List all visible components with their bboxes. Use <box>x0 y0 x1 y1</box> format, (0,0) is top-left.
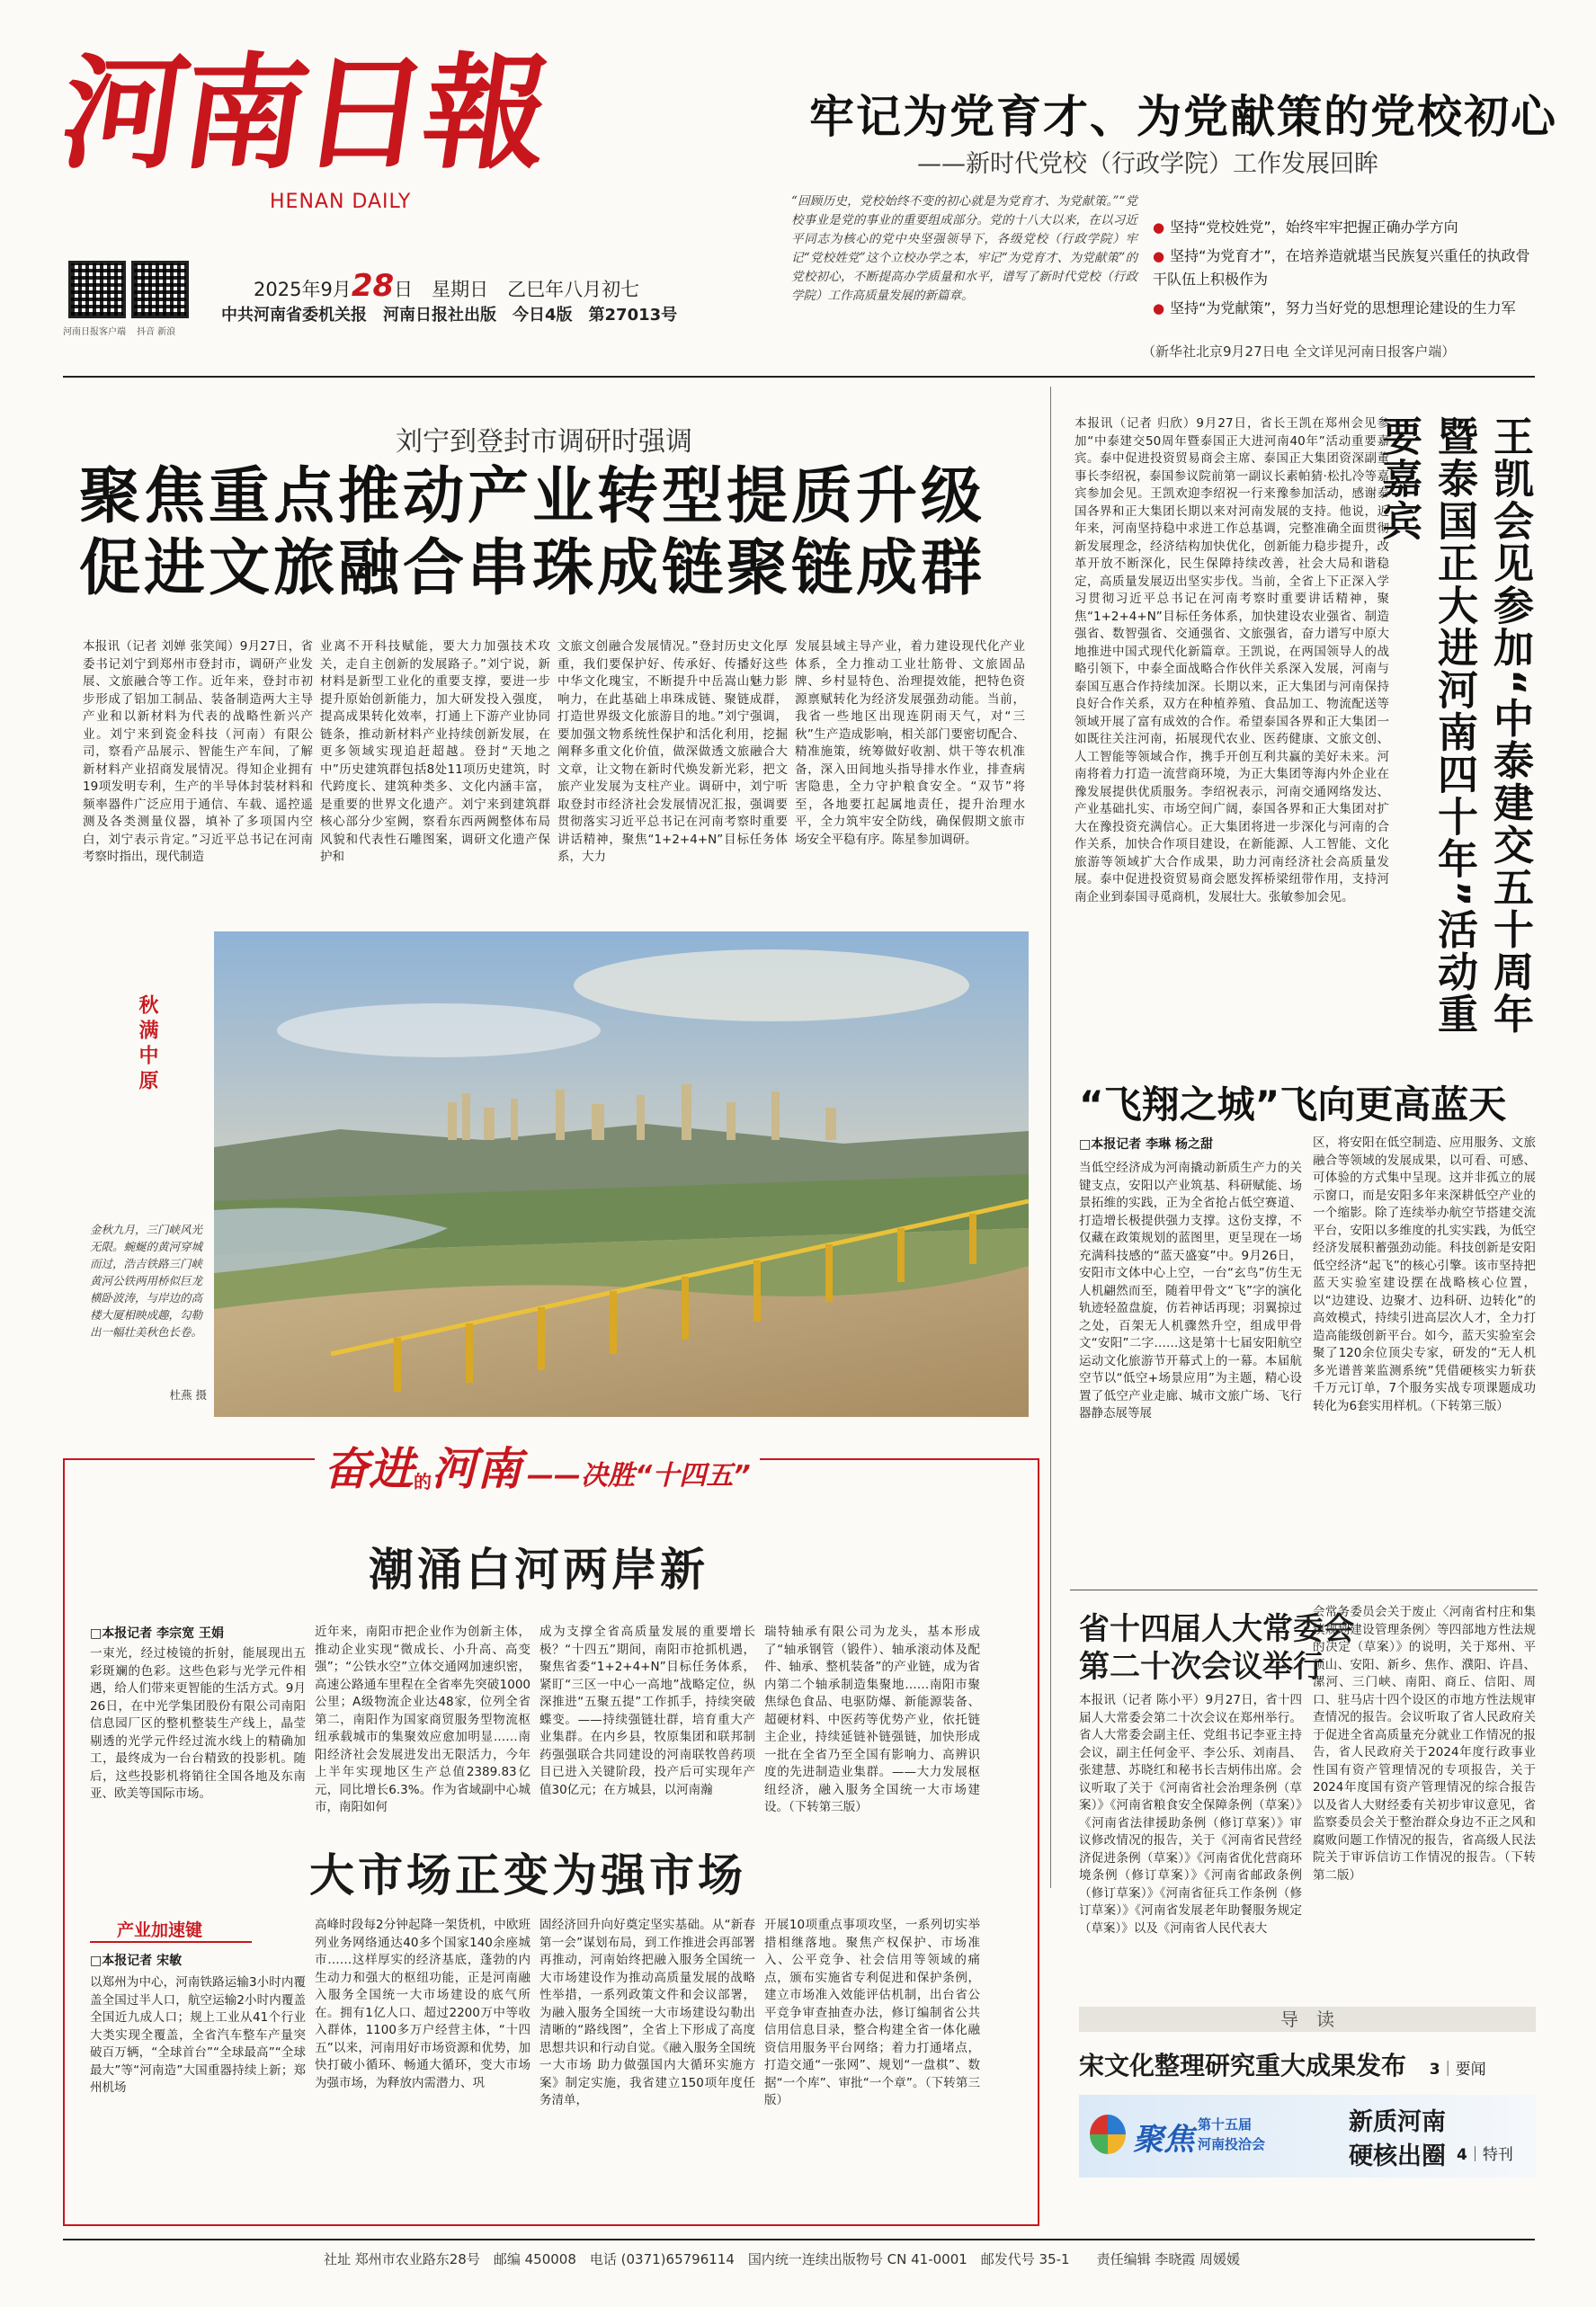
renda-headline-2: 第二十次会议举行 <box>1079 1649 1324 1685</box>
guide-item-2-line1: 新质河南 <box>1349 2108 1446 2136</box>
bullet-dot-icon: ● <box>1153 219 1165 236</box>
rightstory-headline: 王凯会见参加“中泰建交五十周年暨泰国正大进河南四十年”活动重要嘉宾 <box>1375 415 1534 1036</box>
guide-item-1-page: 3 <box>1429 2061 1440 2079</box>
qr-label-client: 河南日报客户端 <box>63 327 126 337</box>
fenjin-story1-col-1: 一束光，经过棱镜的折射，能展现出五彩斑斓的色彩。这些色彩与光学元件相遇，给人们带来更智能的生活方式。9月26日，在中光学集团股份有限公司南阳信息园厂区的整机整装生产线上，晶莹剔透的光学元件经过流水线上的精确加工，最终成为一台台精致的投影机。随后，这些投影机将销往全国各地及东南亚、欧美等国际市场。 <box>90 1646 306 1801</box>
masthead-subtitle: HENAN DAILY <box>270 191 412 213</box>
guide-item-1-text: 宋文化整理研究重大成果发布 <box>1079 2051 1407 2080</box>
fenjin-story2-tag <box>90 1917 252 1943</box>
lead-headline-1: 聚焦重点推动产业转型提质升级 <box>79 461 986 532</box>
fenjin-story2-col-3: 固经济回升向好奠定坚实基础。从“新春第一会”谋划布局，到工作推进会再部署再推动，河南始终把融入服务全国统一大市场建设作为推动高质量发展的战略性举措，一系列政策文件和会议部署，为融入服务全国统一大市场建设勾勒出清晰的“路线图”，全省上下形成了高度思想共识和行动自觉。《融入服务全国统一大市场 助力做强国内大循环实施方案》制定实施，我省建立150项年度任务清单， <box>539 1918 755 2107</box>
column-divider-right <box>1050 387 1051 1888</box>
qr-code-social-icon <box>131 261 189 318</box>
photo-caption-text: 金秋九月，三门峡风光无限。蜿蜒的黄河穿城而过，浩吉铁路三门峡黄河公铁两用桥似巨龙横卧波涛，与岸边的高楼大厦相映成趣，勾勒出一幅壮美秋色长卷。 <box>90 1223 203 1339</box>
topstory-bullet-3: ● 坚持“为党献策”，努力当好党的思想理论建设的生力军 <box>1153 299 1516 316</box>
lead-kicker: 刘宁到登封市调研时强调 <box>396 426 692 458</box>
photo-caption-title: 秋满中原 <box>136 994 158 1095</box>
bullet-dot-icon: ● <box>1153 300 1165 316</box>
guide-item-1[interactable]: 宋文化整理研究重大成果发布 3｜要闻 <box>1079 2051 1486 2080</box>
guide-logo-sub2: 河南投洽会 <box>1198 2136 1266 2152</box>
fenjin-story1-col-2: 近年来，南阳市把企业作为创新主体，推动企业实现“微成长、小升高、高变强”；“公铁水空”立体交通网加速织密，高速公路通车里程在全省率先突破1000公里；A级物流企业达48家，位列全省第二，南阳作为国家商贸服务型物流枢纽承载城市的集聚效应愈加明显……南阳经济社会发展进发出无限活力，今年上半年实现地区生产总值2389.83亿元，同比增长6.3%。作为省域副中心城市，南阳如何 <box>315 1625 531 1814</box>
fenjin-story1-title: 潮涌白河两岸新 <box>369 1544 709 1596</box>
lead-col-4: 发展县域主导产业，着力建设现代化产业体系，全力推动工业壮筋骨、文旅固品牌、乡村显特色、治理提效能，把特色资源禀赋转化为经济发展强劲动能。当前，我省一些地区出现连阴雨天气，对“三秋”生产造成影响，相关部门要密切配合、精准施策，统筹做好收割、烘干等农机准备，深入田间地头指导排水作业，排查病害隐患，全力守护粮食安全。“双节”将至，各地要扛起属地责任，提升治理水平，全力筑牢安全防线，确保假期文旅市场安全平稳有序。陈星参加调研。 <box>795 639 1025 847</box>
fenjin-story2-byline: □本报记者 宋敏 <box>90 1954 183 1968</box>
footer-divider <box>63 2239 1535 2240</box>
fenjin-story1-col-4: 瑞特轴承有限公司为龙头，基本形成了“轴承钢管（锻件）、轴承滚动体及配件、轴承、整机装备”的产业链，成为省内第二个轴承制造集聚地……南阳市聚焦绿色食品、电驱防爆、新能源装备、超硬材料、中医药等优势产业，依托链主企业，持续延链补链强链，加快形成一批在全省乃至全国有影响力、高辨识度的先进制造业集群。——大力发展枢纽经济，融入服务全国统一大市场建设。（下转第三版） <box>764 1625 980 1814</box>
fenjin-story2-tag-text: 产业加速键 <box>117 1920 203 1940</box>
topstory-credit: （新华社北京9月27日电 全文详见河南日报客户端） <box>1142 343 1456 360</box>
guide-title: 导 读 <box>1280 2009 1334 2030</box>
fenjin-banner <box>315 1433 760 1495</box>
photo-credit: 杜燕 摄 <box>169 1388 207 1402</box>
renda-col-2: 会常务委员会关于废止〈河南省村庄和集镇规划建设管理条例〉等四部地方性法规的决定（草案）》的说明，关于郑州、平顶山、安阳、新乡、焦作、濮阳、许昌、漯河、三门峡、南阳、商丘、信阳、周口、驻马店十四个设区的市地方性法规审查情况的报告。会议听取了省人民政府关于促进全省高质量充分就业工作情况的报告，省人民政府关于2024年度行政事业性国有资产管理情况的专项报告，关于2024年度国有资产管理情况的综合报告以及省人大财经委有关初步审议意见，省监察委员会关于整治群众身边不正之风和腐败问题工作情况的报告，省高级人民法院关于审诉信访工作情况的报告。（下转第二版） <box>1313 1605 1536 1883</box>
fenjin-story2-col-4: 开展10项重点事项攻坚，一系列切实举措相继落地。聚焦产权保护、市场准入、公平竞争、社会信用等领域的痛点，颁布实施省专利促进和保护条例，建立市场准入效能评估机制，出台省公平竞争审查抽查办法，修订编制省公共信用信息目录，整合构建全省一体化融资信用服务平台网络；着力打通堵点，打造交通“一张网”、规划“一盘棋”、数据“一个库”、审批“一个章”。（下转第三版） <box>764 1918 980 2107</box>
lead-col-3: 文旅文创融合发展情况。”登封历史文化厚重，我们要保护好、传承好、传播好这些中华文化瑰宝，不断提升中岳嵩山魅力影响力，在此基础上串珠成链、聚链成群，打造世界级文化旅游目的地。”刘宁强调，要加强文物系统性保护和活化利用，挖掘阐释多重文化价值，做深做透文旅融合大文章，让文物在新时代焕发新光彩，把文旅产业发展为支柱产业。调研中，刘宁听取登封市经济社会发展情况汇报，强调要贯彻落实习近平总书记在河南考察时重要讲话精神，聚焦“1+2+4+N”目标任务体系，大力 <box>557 639 788 864</box>
topstory-bullet-1: ● 坚持“党校姓党”，始终牢牢把握正确办学方向 <box>1153 218 1458 236</box>
feixiang-byline: □本报记者 李琳 杨之甜 <box>1079 1137 1213 1152</box>
feixiang-col-2: 区，将安阳在低空制造、应用服务、文旅融合等领域的发展成果，以可看、可感、可体验的方式集中呈现。这并非孤立的展示窗口，而是安阳多年来深耕低空产业的一个缩影。除了连续举办航空节搭建交流平台，安阳以多维度的扎实实践，为低空经济发展积蓄强劲动能。科技创新是安阳低空经济“起飞”的核心引擎。该市坚持把蓝天实验室建设摆在战略核心位置，以“边建设、边聚才、边科研、边转化”的高效模式，持续引进高层次人才，全力打造高能级创新平台。如今，蓝天实验室会聚了120余位顶尖专家，研发的“无人机多光谱普莱监测系统”凭借硬核实力斩获千万元订单，7个服务实战专项课题成功转化为6套实用样机。（下转第三版） <box>1313 1136 1536 1413</box>
issue-date-day: 28 <box>351 268 395 304</box>
lead-col-2: 业离不开科技赋能，要大力加强技术攻关，走自主创新的发展路子。”刘宁说，新材料是新型工业化的重要支撑，要进一步提升原始创新能力，加大研发投入强度，提高成果转化效率，打通上下游产业协同链条，推动新材料产业持续创新发展，在更多领域实现追赶超越。登封“天地之中”历史建筑群包括8处11项历史建筑，时代跨度长、建筑种类多、文化内涵丰富，是重要的世界文化遗产。刘宁来到建筑群核心部分少室阙，察看东西两阙整体布局风貌和代表性石雕图案，调研文化遗产保护和 <box>320 639 550 864</box>
publisher-line: 中共河南省委机关报 河南日报社出版 今日4版 第27013号 <box>221 306 678 325</box>
rightstory-body: 本报讯（记者 归欣）9月27日，省长王凯在郑州会见参加“中泰建交50周年暨泰国正大进河南40年”活动重要嘉宾。泰中促进投资贸易商会主席、泰国正大集团资深副董事长李绍祝，泰国参议院前第一副议长素帕猜·松扎冷等嘉宾参加会见。王凯欢迎李绍祝一行来豫参加活动，感谢泰国各界和正大集团长期以来对河南发展的支持。他说，近年来，河南坚持稳中求进工作总基调，完整准确全面贯彻新发展理念，经济结构加快优化，创新能力稳步提升，改革开放不断深化，民生保障持续改善，社会大局和谐稳定，高质量发展迈出坚实步伐。当前，全省上下正深入学习贯彻习近平总书记在河南考察时重要讲话精神，聚焦“1+2+4+N”目标任务体系，加快建设农业强省、制造强省、数智强省、交通强省、文旅强省，奋力谱写中原大地推进中国式现代化新篇章。王凯说，在两国领导人的战略引领下，中泰全面战略合作伙伴关系深入发展，河南与泰国互惠合作持续加深。长期以来，正大集团与河南保持良好合作关系，双方在种植养殖、食品加工、物流配送等领域开展了富有成效的合作。希望泰国各界和正大集团一如既往关注河南，拓展现代农业、医药健康、文旅文创、人工智能等领域合作，携手开创互利共赢的美好未来。河南将着力打造一流营商环境，为正大集团等海内外企业在豫发展提供优质服务。李绍祝表示，河南交通网络发达、产业基础扎实、市场空间广阔，泰国各界和正大集团对扩大在豫投资充满信心。正大集团将进一步深化与河南的合作关系，加快合作项目建设，在新能源、人工智能、文化旅游等领域扩大合作成果，助力河南经济社会高质量发展。泰中促进投资贸易商会愿发挥桥梁纽带作用，支持河南企业到泰国寻觅商机，发展壮大。张敏参加会见。 <box>1074 416 1389 904</box>
masthead-divider <box>63 376 1535 378</box>
guide-item-2-line2: 硬核出圈 <box>1349 2142 1446 2170</box>
issue-date-main: 2025年9月 <box>254 279 352 300</box>
feixiang-col-1: 当低空经济成为河南撬动新质生产力的关键支点，安阳以产业筑基、科研赋能、场景拓维的实践，正为全省抢占低空赛道、打造增长极提供强力支撑。这份支撑，不仅藏在政策规划的蓝图里，更呈现在一场充满科技感的“蓝天盛宴”中。9月26日，安阳市文体中心上空，一台“玄鸟”仿生无人机翩然而至，随着甲骨文“飞”字的演化轨迹轻盈盘旋，仿若神话再现；羽翼掠过之处，百架无人机骤然升空，组成甲骨文“安阳”二字……这是第十七届安阳航空运动文化旅游节开幕式上的一幕。本届航空节以“低空+场景应用”为主题，精心设置了低空产业走廊、城市文旅广场、飞行器静态展等展 <box>1079 1161 1302 1421</box>
lead-col-1: 本报讯（记者 刘婵 张笑闻）9月27日，省委书记刘宁到郑州市登封市，调研产业发展、文旅融合等工作。近年来，登封市初步形成了铝加工制品、装备制造两大主导产业和以新材料为代表的战略性新兴产业。刘宁来到瓷金科技（河南）有限公司，察看产品展示、智能生产车间，了解新材料产业招商发展情况。得知企业拥有19项发明专利，生产的半导体封装材料和频率器件广泛应用于通信、车载、遥控遥测及各类测量仪器，填补了多项国内空白，刘宁表示肯定。”习近平总书记在河南考察时指出，现代制造 <box>83 639 313 864</box>
fenjin-banner-1: 奋进 <box>324 1443 414 1495</box>
fenjin-story2-col-2: 高峰时段每2分钟起降一架货机，中欧班列业务网络通达40多个国家140余座城市……这样厚实的经济基底，蓬勃的内生动力和强大的枢纽功能，正是河南融入服务全国统一大市场建设的底气所在。拥有1亿人口、超过2200万中等收入群体，1100多万户经营主体，“十四五”以来，河南用好市场资源和优势，加快打破小循环、畅通大循环，变大市场为强市场，为释放内需潜力、巩 <box>315 1918 531 2090</box>
renda-headline-1: 省十四届人大常委会 <box>1079 1611 1354 1647</box>
topstory-bullets <box>1153 216 1539 320</box>
fenjin-story1-byline: □本报记者 李宗宽 王娟 <box>90 1626 224 1641</box>
guide-logo-main: 聚焦 <box>1133 2122 1194 2158</box>
qr-label-social: 抖音 新浪 <box>137 327 176 337</box>
fenjin-story1-col-3: 成为支撑全省高质量发展的重要增长极？“十四五”期间，南阳市抢抓机遇，聚焦省委“1+2+4+N”目标任务体系，紧盯“三区一中心一高地”战略定位，纵深推进“五聚五提”工作抓手，持续突破蝶变。——持续强链壮群，培育重大产业集群。在内乡县，牧原集团和联邦制药强强联合共同建设的河南联牧兽药项目已进入关键阶段，投产后可实现年产值30亿元；在方城县，以河南瀚 <box>539 1625 755 1797</box>
guide-item-2[interactable]: 聚焦 第十五届 河南投洽会 新质河南 硬核出圈 4｜特刊 <box>1079 2095 1536 2178</box>
bullet-dot-icon: ● <box>1153 248 1165 264</box>
issue-date <box>254 268 639 304</box>
topstory-quote: “回顾历史，党校始终不变的初心就是为党育才、为党献策。”“党校事业是党的事业的重要组成部分。党的十八大以来，在以习近平同志为核心的党中央坚强领导下，各级党校（行政学院）牢记“党校姓党”这个立校办学之本，牢记“为党育才、为党献策”的党校初心，不断提高办学质量和水平，谱写了新时代党校（行政学院）工作高质量发展的新篇章。 <box>791 194 1137 303</box>
photo-landscape-illustration <box>214 931 1029 1417</box>
guide-logo-sub1: 第十五届 <box>1198 2116 1253 2133</box>
feixiang-headline: “飞翔之城”飞向更高蓝天 <box>1079 1082 1507 1127</box>
fenjin-story2-col-1: 以郑州为中心，河南铁路运输3小时内覆盖全国过半人口，航空运输2小时内覆盖全国近九成人口；规上工业从41个行业大类实现全覆盖，全省汽车整车产量突破百万辆，“全球首台”“全球最高”“全球最大”等“河南造”大国重器持续上新；郑州机场 <box>90 1975 306 2095</box>
photo-caption-box <box>83 931 210 1417</box>
footer-text: 社址 郑州市农业路东28号 邮编 450008 电话 (0371)65796114 国内统一连续出版物号 CN 41-0001 邮发代号 35-1 责任编辑 李晓霞 周媛媛 <box>324 2251 1241 2267</box>
guide-item-1-section: 要闻 <box>1455 2061 1486 2079</box>
photo-autumn-sanmenxia <box>214 931 1029 1417</box>
fenjin-banner-3: ——决胜“十四五” <box>527 1460 751 1492</box>
investment-fair-logo-icon <box>1090 2115 1126 2154</box>
fenjin-story2-title: 大市场正变为强市场 <box>309 1849 746 1902</box>
masthead-title: 河南日報 <box>52 40 556 186</box>
qr-code-client-icon <box>68 261 126 318</box>
topstory-bullet-2: ● 坚持“为党育才”，在培养造就堪当民族复兴重任的执政骨干队伍上积极作为 <box>1153 247 1530 288</box>
topstory-subhead: ——新时代党校（行政学院）工作发展回眸 <box>917 150 1378 178</box>
guide-item-2-section: 特刊 <box>1482 2146 1513 2164</box>
fenjin-banner-de: 的 <box>414 1471 432 1492</box>
rightstory-headline-box <box>1375 415 1538 1045</box>
lead-headline-2: 促进文旅融合串珠成链聚链成群 <box>79 533 986 604</box>
guide-item-2-page: 4 <box>1457 2146 1467 2164</box>
issue-date-rest: 日 星期日 乙巳年八月初七 <box>394 279 640 300</box>
fenjin-banner-2: 河南 <box>432 1443 522 1495</box>
topstory-headline: 牢记为党育才、为党献策的党校初心 <box>809 91 1557 143</box>
guide-title-bar <box>1079 2007 1536 2032</box>
renda-col-1: 本报讯（记者 陈小平）9月27日，省十四届人大常委会第二十次会议在郑州举行。省人大常委会副主任、党组书记李亚主持会议，副主任何金平、李公乐、刘南昌、张建慧、苏晓红和秘书长吉炳伟出席。会议听取了关于《河南省社会治理条例（草案）》《河南省粮食安全保障条例（草案）》《河南省法律援助条例（修订草案）》审议修改情况的报告，关于《河南省民营经济促进条例（草案）》《河南省优化营商环境条例（修订草案）》《河南省邮政条例（修订草案）》《河南省征兵工作条例（修订草案）》《河南省发展老年助餐服务规定（草案）》以及《河南省人民代表大 <box>1079 1693 1302 1936</box>
